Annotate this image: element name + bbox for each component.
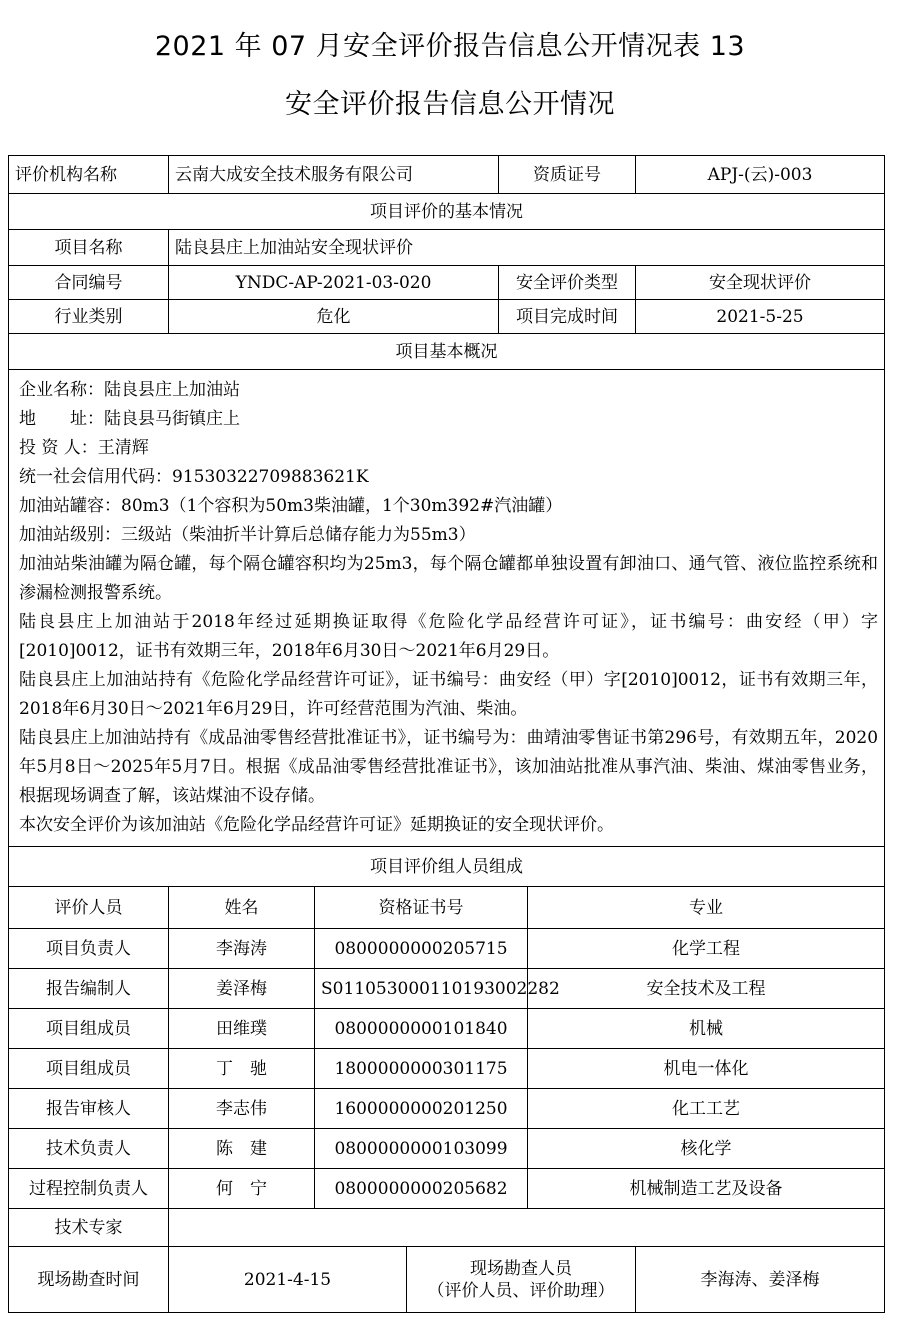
industry-value: 危化: [169, 300, 499, 334]
survey-time-value: 2021-4-15: [169, 1247, 407, 1313]
team-major: 安全技术及工程: [528, 969, 885, 1009]
team-major: 机电一体化: [528, 1049, 885, 1089]
team-cert: 0800000000205682: [315, 1169, 528, 1209]
survey-staff-label: [407, 1247, 636, 1313]
survey-time-label: 现场勘查时间: [9, 1247, 169, 1313]
expert-value: [169, 1209, 885, 1247]
team-row: [9, 1049, 885, 1089]
report-main-title: 2021 年 07 月安全评价报告信息公开情况表 13: [154, 31, 746, 62]
team-role: 技术负责人: [9, 1129, 169, 1169]
team-role: 报告编制人: [9, 969, 169, 1009]
team-major: 机械: [528, 1009, 885, 1049]
team-row: [9, 929, 885, 969]
overview-paragraph: 地 址：陆良县马街镇庄上: [19, 409, 240, 429]
industry-row: [9, 300, 885, 334]
overview-paragraph: 陆良县庄上加油站持有《成品油零售经营批准证书》，证书编号为：曲靖油零售证书第296号，有效期五年，2020年5月8日～2025年5月7日。根据《成品油零售经营批准证书》，该加油站批准从事汽油、柴油、煤油零售业务，根据现场调查了解，该站煤油不设存储。: [19, 728, 879, 806]
team-header-name: 姓名: [169, 887, 315, 929]
disclosure-table: [8, 155, 885, 1313]
cert-value: APJ-(云)-003: [636, 156, 885, 194]
basic-section-title: 项目评价的基本情况: [9, 194, 885, 230]
overview-paragraph: 本次安全评价为该加油站《危险化学品经营许可证》延期换证的安全现状评价。: [19, 815, 614, 835]
overview-paragraph: 统一社会信用代码：91530322709883621K: [19, 467, 369, 487]
overview-content-row: [9, 370, 885, 847]
team-cert: S011053000110193002282: [315, 969, 528, 1009]
team-major: 机械制造工艺及设备: [528, 1169, 885, 1209]
team-cert: 1800000000301175: [315, 1049, 528, 1089]
team-row: [9, 1089, 885, 1129]
team-major: 化工工艺: [528, 1089, 885, 1129]
team-row: [9, 969, 885, 1009]
team-role: 报告审核人: [9, 1089, 169, 1129]
org-value: 云南大成安全技术服务有限公司: [169, 156, 499, 194]
team-name: 李海涛: [169, 929, 315, 969]
org-label: 评价机构名称: [9, 156, 169, 194]
finish-time-label: 项目完成时间: [499, 300, 636, 334]
expert-label: 技术专家: [9, 1209, 169, 1247]
contract-row: [9, 266, 885, 300]
team-name: 姜泽梅: [169, 969, 315, 1009]
overview-paragraph: 企业名称：陆良县庄上加油站: [19, 380, 240, 400]
overview-content: [9, 370, 885, 847]
contract-label: 合同编号: [9, 266, 169, 300]
team-name: 田维璞: [169, 1009, 315, 1049]
survey-row: [9, 1247, 885, 1313]
project-name-value: 陆良县庄上加油站安全现状评价: [169, 230, 885, 266]
team-role: 过程控制负责人: [9, 1169, 169, 1209]
eval-type-value: 安全现状评价: [636, 266, 885, 300]
team-role: 项目组成员: [9, 1009, 169, 1049]
team-name: 丁 驰: [169, 1049, 315, 1089]
basic-section-row: [9, 194, 885, 230]
cert-label: 资质证号: [499, 156, 636, 194]
eval-type-label: 安全评价类型: [499, 266, 636, 300]
project-name-label: 项目名称: [9, 230, 169, 266]
overview-section-title: 项目基本概况: [9, 334, 885, 370]
finish-time-value: 2021-5-25: [636, 300, 885, 334]
expert-row: [9, 1209, 885, 1247]
survey-staff-value: 李海涛、姜泽梅: [636, 1247, 885, 1313]
overview-paragraph: 加油站罐容：80m3（1个容积为50m3柴油罐，1个30m392#汽油罐）: [19, 496, 563, 516]
team-row: [9, 1009, 885, 1049]
contract-value: YNDC-AP-2021-03-020: [169, 266, 499, 300]
team-name: 李志伟: [169, 1089, 315, 1129]
team-header-row: [9, 887, 885, 929]
team-section-row: [9, 847, 885, 887]
overview-paragraph: 加油站级别：三级站（柴油折半计算后总储存能力为55m3）: [19, 525, 476, 545]
team-header-major: 专业: [528, 887, 885, 929]
org-row: [9, 156, 885, 194]
team-role: 项目组成员: [9, 1049, 169, 1089]
team-row: [9, 1169, 885, 1209]
project-name-row: [9, 230, 885, 266]
team-header-cert: 资格证书号: [315, 887, 528, 929]
overview-section-row: [9, 334, 885, 370]
team-section-title: 项目评价组人员组成: [9, 847, 885, 887]
team-cert: 0800000000101840: [315, 1009, 528, 1049]
team-cert: 0800000000103099: [315, 1129, 528, 1169]
team-cert: 1600000000201250: [315, 1089, 528, 1129]
team-cert: 0800000000205715: [315, 929, 528, 969]
team-major: 化学工程: [528, 929, 885, 969]
overview-paragraph: 陆良县庄上加油站于2018年经过延期换证取得《危险化学品经营许可证》，证书编号：曲安经（甲）字[2010]0012，证书有效期三年，2018年6月30日～2021年6月29日。: [19, 612, 879, 661]
report-sub-title: 安全评价报告信息公开情况: [285, 89, 615, 120]
survey-staff-label-line1: 现场勘查人员: [470, 1258, 573, 1279]
team-name: 陈 建: [169, 1129, 315, 1169]
team-name: 何 宁: [169, 1169, 315, 1209]
overview-paragraph: 加油站柴油罐为隔仓罐，每个隔仓罐容积均为25m3，每个隔仓罐都单独设置有卸油口、通气管、液位监控系统和渗漏检测报警系统。: [19, 554, 879, 603]
team-major: 核化学: [528, 1129, 885, 1169]
team-role: 项目负责人: [9, 929, 169, 969]
industry-label: 行业类别: [9, 300, 169, 334]
team-row: [9, 1129, 885, 1169]
team-header-role: 评价人员: [9, 887, 169, 929]
survey-staff-label-line2: （评价人员、评价助理）: [427, 1280, 615, 1301]
overview-paragraph: 陆良县庄上加油站持有《危险化学品经营许可证》，证书编号：曲安经（甲）字[2010]0012，证书有效期三年，2018年6月30日～2021年6月29日，许可经营范围为汽油、柴油。: [19, 670, 879, 719]
overview-paragraph: 投 资 人：王清辉: [19, 438, 149, 458]
